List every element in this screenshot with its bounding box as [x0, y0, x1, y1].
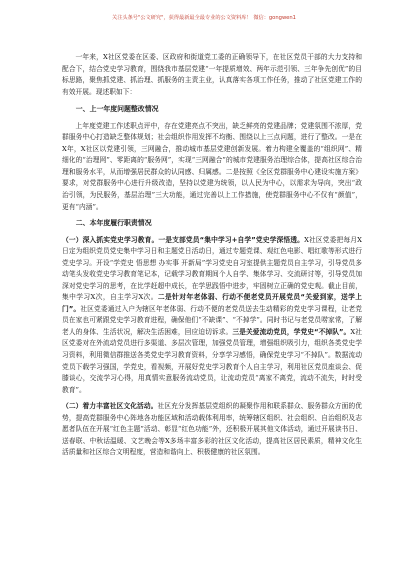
section2-heading: 二、本年度履行职责情况: [75, 219, 152, 228]
item1-body-c: X社区党委对在外流动党员进行多渠道、多层次管理，加强党员管理，增强组织吸引力，组织各类党史学习资料，利用微信群推送各类党史学习教育资料，分享学习感悟，确保党史学习“不掉队”。数据流动党员下载学习强国，学党史，看视频，开展好党史学习教育个人自主学习，利用社区党员座谈会、促膝谈心，交流学习心得，用真情实意服务流动党员，让流动党员“离家不离党，流动不流失，时时受教育”。: [62, 327, 362, 394]
header-banner: 关注头条号"公文研究"，获得最新最全最专业的公文资料库！ 微信：gongwen1: [112, 15, 296, 21]
item2-body: 社区充分发挥基层党组织的凝聚作用和联系群众、服务群众方面的优势，提高党群服务中心阵地各功能区域和活动载体利用率，统筹辖区组织、社会组织、自治组织及志愿者队伍在开展“红色主题”活动、彰显“红色功能”外，还积极开展其他文体活动，通过开展读书日、送春联、中秋话温暖、文艺晚会等X多场丰富多彩的社区文化活动，提高社区居民素质，精神文化生活质量和社区综合文明程度，营造和谐向上、积极健康的社区氛围。: [62, 402, 362, 457]
item1-body-b: 社区党委通过入户为辖区年老体弱、行动不便的老党员送去生动精彩的党史学习课程，让老党员在家也可紧跟党史学习教育进程，确保他们“不缺课”、“不掉学”。同时书记与老党员唠家常，了解老人的身体、生活状况，解决生活困难，回应迫切诉求。: [62, 304, 362, 336]
item1-body-a: X社区党委把每月X日定为组织党员党史集中学习日和主题党日活动日，通过专题党课、观红色电影、唱红歌等形式进行党史学习。开设“学党史 悟思想 办实事 开新局”学习党史自习室提供主题党员自主学习，引导党员多动笔头发收党史学习教育笔记本，记载学习教育期间个人自学、集体学习、交流研讨等，引导党员加深对党史学习的思考，在比学赶超中成长，在学思践悟中进步，牢固树立正确的党史观。截止目前，集中学习X次，自主学习X次。: [62, 235, 362, 302]
section1-paragraph: 上年度党建工作述职点评中，存在党建亮点不突出，缺乏鲜亮的党建品牌；党建氛围不浓厚，党群服务中心打造缺乏整体规划；社会组织作用发挥不均衡、围绕以上三点问题，进行了整改。一是在X年，X社区以党建引领，三网融合，推动城市基层党建创新发展。着力构建全覆盖的“组织网”、精细化的“治理网”、零距离的“服务网”，实现“三网融合”的城市党建服务治理综合体，提高社区综合治理和服务水平，从而增强居民群众的认同感、归属感。二是按照《全区党群服务中心建设实施方案》要求，对党群服务中心进行升级改造，坚持以党建为统领，以人民为中心，以需求为导向，突出“政治引领，为民服务，基层治理”三大功能，通过完善以上工作措施，使党群服务中心不仅有“颜值”，更有“内涵”。: [62, 121, 362, 211]
item1-heading: （一）深入抓实党史学习教育。: [62, 235, 159, 244]
intro-paragraph: 一年来，X社区党委在区委、区政府和街道党工委的正确领导下，在社区党员干部的大力支持和配合下，结合党史学习教育，围绕我市基层党建“一年提质增效、两年示范引领、三年争先创优”的目标思路，聚焦抓党建、抓治理、抓服务的主责主业，认真落实各项工作任务，推动了社区党建工作的有效开展。现述职如下：: [62, 53, 362, 96]
item2-heading: （二）着力丰富社区文化活动。: [62, 402, 158, 411]
item1-lead2: 二是针对年老体弱、行动不便老党员开展党员“关爱到家，送学上门”。: [62, 293, 362, 313]
document-body: [62, 52, 362, 459]
item1-lead: 一是支部党员“集中学习+自学”党史学深悟透。: [158, 235, 305, 244]
section1-heading: 一、上一年度问题整改情况: [75, 105, 159, 114]
item1-lead3: 三是关爱流动党员，学党史“不掉队”。: [232, 327, 351, 336]
